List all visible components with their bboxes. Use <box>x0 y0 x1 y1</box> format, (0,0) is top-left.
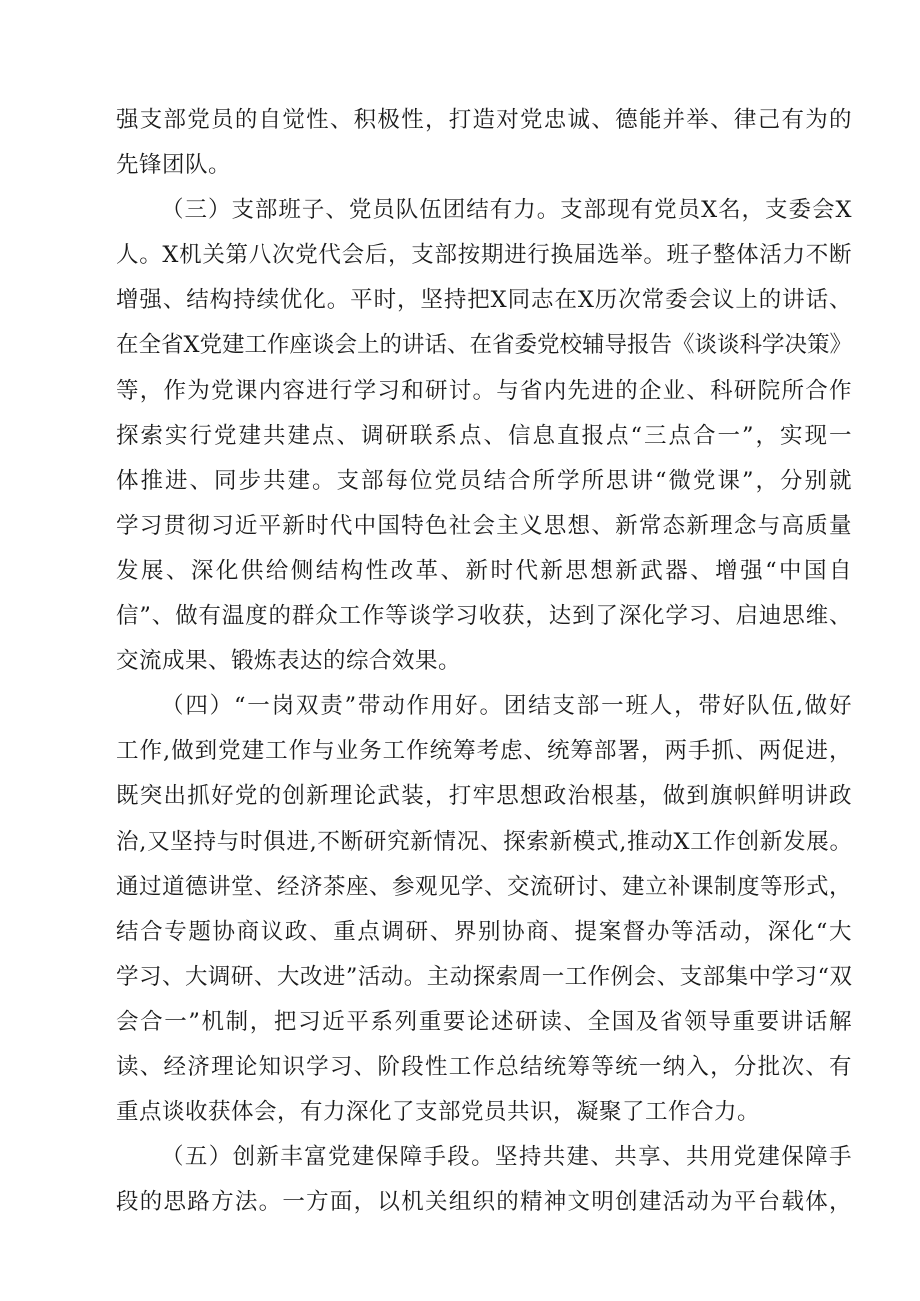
text-line: 信”、做有温度的群众工作等谈学习收获，达到了深化学习、启迪思维、 <box>116 603 852 630</box>
text-line: 读、经济理论知识学习、阶段性工作总结统筹等统一纳入，分批次、有 <box>116 1053 852 1080</box>
text-line: 通过道德讲堂、经济茶座、参观见学、交流研讨、建立补课制度等形式， <box>116 873 853 900</box>
text-line: 体推进、同步共建。支部每位党员结合所学所思讲“微党课”，分别就 <box>116 467 852 494</box>
text-line: 学习贯彻习近平新时代中国特色社会主义思想、新常态新理念与高质量 <box>116 512 852 539</box>
text-line: 段的思路方法。一方面，以机关组织的精神文明创建活动为平台载体， <box>116 1189 852 1216</box>
paragraph-heading-5: （五）创新丰富党建保障手段。坚持共建、共享、共用党建保障手 <box>161 1144 852 1171</box>
text-line: 强支部党员的自觉性、积极性，打造对党忠诚、德能并举、律己有为的 <box>116 107 852 133</box>
text-line: 先锋团队。 <box>116 152 232 179</box>
text-line: 人。X机关第八次党代会后，支部按期进行换届选举。班子整体活力不断 <box>116 242 852 269</box>
text-line: 治,又坚持与时俱进,不断研究新情况、探索新模式,推动X工作创新发展。 <box>116 828 852 855</box>
document-body <box>116 98 852 1225</box>
text-line: 会合一”机制，把习近平系列重要论述研读、全国及省领导重要讲话解 <box>116 1008 852 1035</box>
paragraph-heading-4: （四）“一岗双责”带动作用好。团结支部一班人，带好队伍,做好 <box>161 693 852 720</box>
paragraph-heading-3: （三）支部班子、党员队伍团结有力。支部现有党员X名，支委会X <box>161 197 852 224</box>
text-line: 发展、深化供给侧结构性改革、新时代新思想新武器、增强“中国自 <box>116 557 852 584</box>
text-line: 增强、结构持续优化。平时，坚持把X同志在X历次常委会议上的讲话、 <box>116 287 852 314</box>
text-line: 工作,做到党建工作与业务工作统筹考虑、统筹部署，两手抓、两促进， <box>116 738 852 765</box>
text-line: 重点谈收获体会，有力深化了支部党员共识，凝聚了工作合力。 <box>116 1099 761 1126</box>
text-line: 探索实行党建共建点、调研联系点、信息直报点“三点合一”，实现一 <box>116 422 852 449</box>
text-line: 交流成果、锻炼表达的综合效果。 <box>116 648 462 675</box>
text-line: 在全省X党建工作座谈会上的讲话、在省委党校辅导报告《谈谈科学决策》 <box>116 332 853 359</box>
text-line: 学习、大调研、大改进”活动。主动探索周一工作例会、支部集中学习“双 <box>116 963 852 990</box>
text-line: 结合专题协商议政、重点调研、界别协商、提案督办等活动，深化“大 <box>116 918 852 945</box>
text-line: 既突出抓好党的创新理论武装，打牢思想政治根基，做到旗帜鲜明讲政 <box>116 783 852 810</box>
text-line: 等，作为党课内容进行学习和研讨。与省内先进的企业、科研院所合作 <box>116 377 852 404</box>
